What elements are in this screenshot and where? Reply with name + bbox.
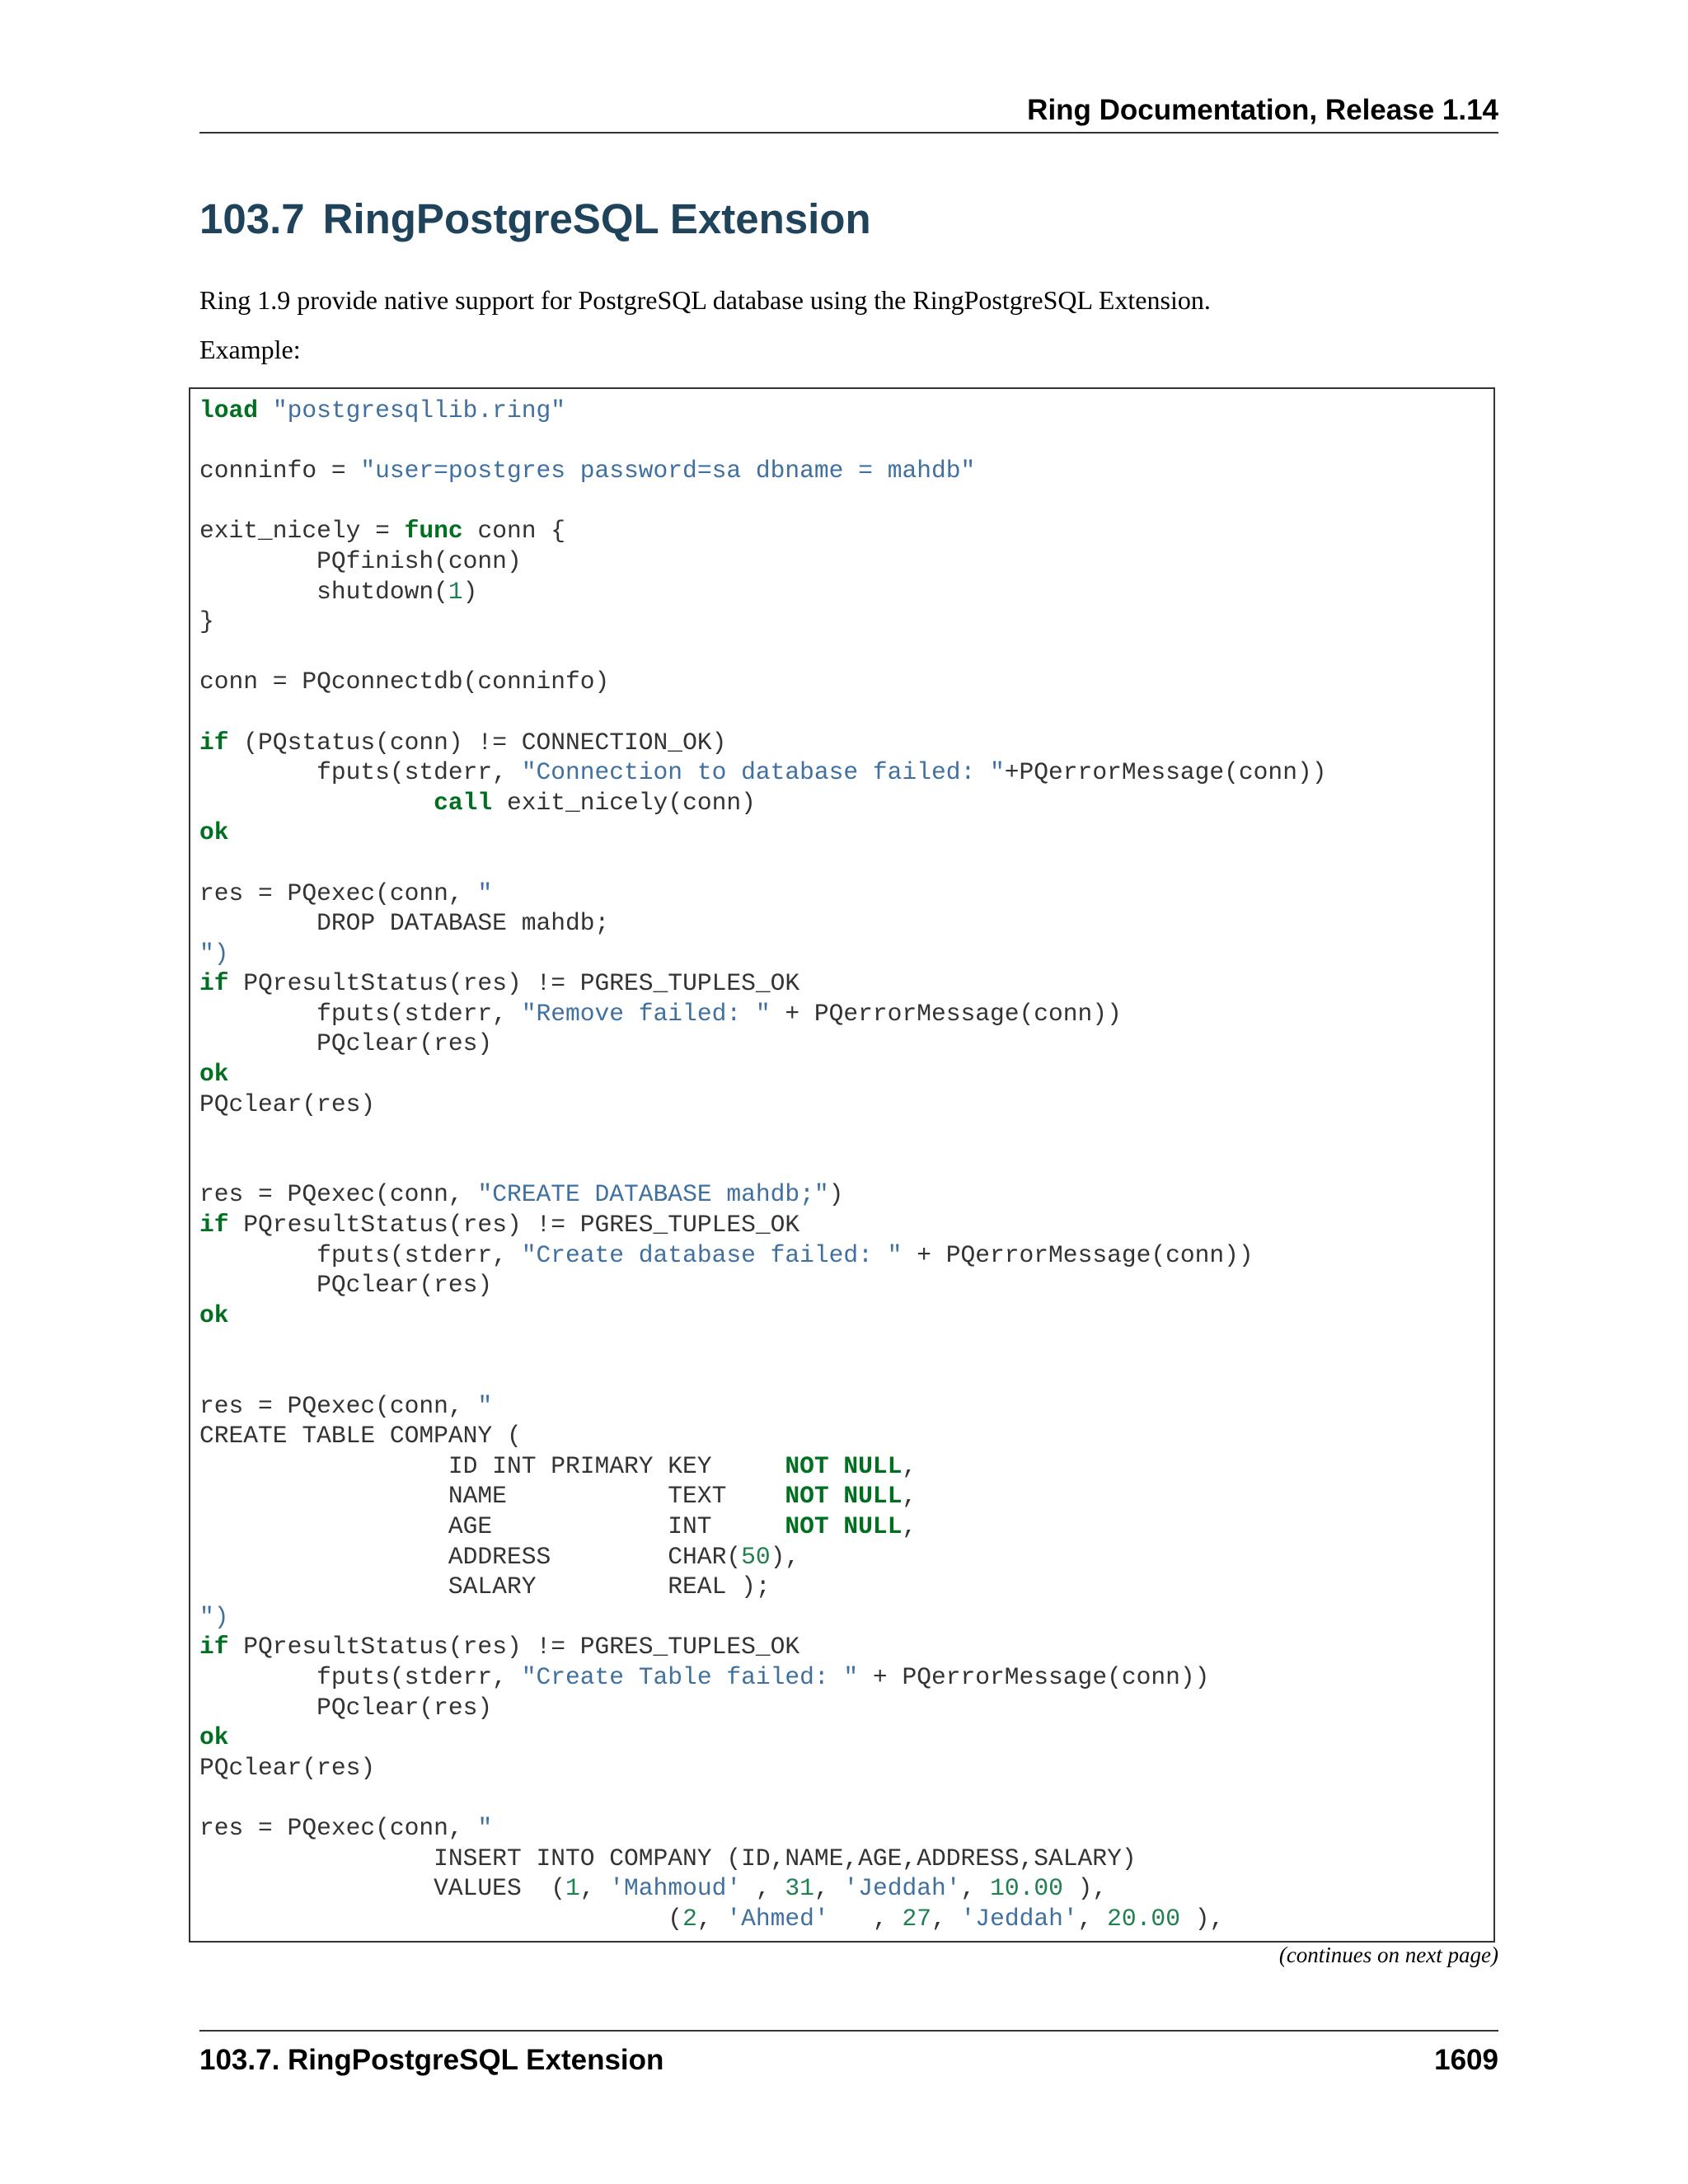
- code-text: PQresultStatus(res) != PGRES_TUPLES_OK: [228, 969, 800, 998]
- code-keyword: NOT NULL: [785, 1482, 903, 1511]
- code-number: 31: [785, 1874, 814, 1903]
- code-text: ID INT PRIMARY KEY: [199, 1451, 785, 1480]
- code-line: [199, 940, 229, 968]
- code-keyword: ok: [199, 1723, 229, 1752]
- code-string: "user=postgres password=sa dbname = mahdb": [360, 457, 976, 485]
- code-text: + PQerrorMessage(conn)): [902, 1240, 1254, 1269]
- code-line: [199, 1754, 375, 1782]
- code-line: [199, 1090, 375, 1118]
- code-line: [199, 668, 609, 696]
- code-line: [199, 1874, 1107, 1902]
- code-text: fputs(stderr,: [199, 1662, 522, 1691]
- code-text: ,: [902, 1511, 917, 1540]
- code-text: PQfinish(conn): [199, 546, 522, 575]
- code-string: 'Ahmed': [726, 1904, 829, 1933]
- code-text: ,: [696, 1904, 727, 1933]
- code-keyword: if: [199, 969, 229, 998]
- code-text: res = PQexec(conn,: [199, 1813, 478, 1842]
- code-line: [199, 1543, 799, 1571]
- code-keyword: if: [199, 1633, 229, 1661]
- code-line: [199, 396, 565, 424]
- code-number: 2: [682, 1904, 697, 1933]
- code-line: [199, 1301, 229, 1329]
- code-text: ,: [960, 1874, 991, 1903]
- code-line: [199, 1452, 917, 1480]
- code-text: NAME TEXT: [199, 1482, 785, 1511]
- footer-section-label: 103.7. RingPostgreSQL Extension: [199, 2044, 664, 2076]
- continues-note: (continues on next page): [1278, 1943, 1498, 1967]
- code-text: + PQerrorMessage(conn)): [770, 999, 1122, 1028]
- code-text: PQresultStatus(res) != PGRES_TUPLES_OK: [228, 1633, 800, 1661]
- code-text: conn {: [462, 517, 566, 546]
- code-text: ): [462, 577, 478, 606]
- code-string: ": [477, 879, 493, 907]
- code-text: res = PQexec(conn,: [199, 1180, 478, 1209]
- code-text: ,: [579, 1874, 610, 1903]
- code-string: ": [477, 1813, 493, 1842]
- code-line: [199, 547, 522, 575]
- code-text: ),: [1062, 1874, 1108, 1903]
- code-string: ": [477, 1391, 493, 1420]
- code-number: 1: [448, 577, 463, 606]
- code-text: ,: [902, 1482, 917, 1511]
- code-text: ),: [770, 1542, 800, 1571]
- code-text: ,: [741, 1874, 785, 1903]
- code-string: "): [199, 939, 229, 968]
- code-string: "): [199, 1602, 229, 1631]
- code-line: [199, 879, 492, 907]
- code-string: "Create Table failed: ": [521, 1662, 859, 1691]
- code-text: fputs(stderr,: [199, 758, 522, 787]
- code-number: 1: [565, 1874, 580, 1903]
- code-keyword: func: [404, 517, 463, 546]
- code-string: "postgresqllib.ring": [272, 396, 565, 424]
- code-text: INSERT INTO COMPANY (ID,NAME,AGE,ADDRESS,SALARY): [199, 1844, 1137, 1872]
- code-number: 20.00: [1107, 1904, 1180, 1933]
- code-text: }: [199, 607, 214, 636]
- code-string: "Create database failed: ": [521, 1240, 903, 1269]
- code-line: [199, 1723, 229, 1751]
- code-block: [189, 387, 1495, 1943]
- intro-paragraph: Ring 1.9 provide native support for PostgreSQL database using the RingPostgreSQL Extension.: [199, 285, 1211, 315]
- code-text: SALARY REAL );: [199, 1572, 771, 1601]
- code-number: 10.00: [990, 1874, 1063, 1903]
- code-listing: [199, 396, 1326, 1933]
- code-text: [199, 789, 434, 817]
- code-string: 'Mahmoud': [609, 1874, 742, 1903]
- code-number: 50: [741, 1542, 771, 1571]
- code-string: "Remove failed: ": [521, 999, 771, 1028]
- page-footer: [199, 2030, 1498, 2076]
- code-number: 27: [902, 1904, 932, 1933]
- code-string: 'Jeddah': [960, 1904, 1078, 1933]
- code-line: [199, 1060, 229, 1088]
- code-text: ,: [828, 1904, 903, 1933]
- code-text: [258, 396, 273, 424]
- code-line: [199, 1000, 1122, 1028]
- code-text: (PQstatus(conn) != CONNECTION_OK): [228, 728, 727, 757]
- code-line: [199, 1029, 492, 1057]
- code-text: PQclear(res): [199, 1090, 376, 1118]
- code-text: CREATE TABLE COMPANY (: [199, 1422, 522, 1451]
- code-text: ,: [814, 1874, 844, 1903]
- code-line: [199, 517, 565, 545]
- code-keyword: NOT NULL: [785, 1511, 903, 1540]
- code-line: [199, 1180, 843, 1208]
- code-line: [199, 969, 799, 997]
- code-text: VALUES (: [199, 1874, 565, 1903]
- example-label: Example:: [199, 335, 301, 364]
- code-keyword: if: [199, 728, 229, 757]
- code-text: fputs(stderr,: [199, 1240, 522, 1269]
- code-keyword: if: [199, 1211, 229, 1240]
- code-line: [199, 1905, 1224, 1933]
- code-line: [199, 1572, 771, 1601]
- code-text: res = PQexec(conn,: [199, 1391, 478, 1420]
- code-line: [199, 1814, 492, 1842]
- code-line: [199, 607, 214, 635]
- document-title: Ring Documentation, Release 1.14: [1027, 94, 1498, 126]
- code-line: [199, 1392, 492, 1420]
- code-text: DROP DATABASE mahdb;: [199, 909, 610, 938]
- code-keyword: ok: [199, 1301, 229, 1329]
- code-text: PQclear(res): [199, 1029, 493, 1058]
- code-text: PQclear(res): [199, 1753, 376, 1782]
- code-string: "Connection to database failed: ": [521, 758, 1005, 787]
- code-text: AGE INT: [199, 1511, 785, 1540]
- code-text: PQclear(res): [199, 1693, 493, 1722]
- code-text: res = PQexec(conn,: [199, 879, 478, 907]
- section-title: [199, 193, 871, 246]
- code-line: [199, 729, 726, 757]
- code-line: [199, 578, 477, 606]
- code-line: [199, 909, 609, 937]
- page-number: 1609: [1434, 2044, 1498, 2076]
- code-text: PQclear(res): [199, 1271, 493, 1300]
- code-text: fputs(stderr,: [199, 999, 522, 1028]
- code-text: PQresultStatus(res) != PGRES_TUPLES_OK: [228, 1211, 800, 1240]
- code-line: [199, 1271, 492, 1299]
- code-keyword: call: [434, 788, 493, 817]
- code-text: exit_nicely =: [199, 517, 405, 546]
- code-text: +PQerrorMessage(conn)): [1004, 758, 1327, 787]
- code-text: ): [828, 1180, 844, 1209]
- code-line: [199, 818, 229, 846]
- code-line: [199, 789, 756, 817]
- code-keyword: ok: [199, 818, 229, 847]
- code-text: exit_nicely(conn): [492, 788, 756, 817]
- code-text: ),: [1179, 1904, 1225, 1933]
- code-text: conninfo =: [199, 457, 361, 485]
- code-line: [199, 1211, 799, 1239]
- code-line: [199, 1663, 1209, 1691]
- section-number: 103.7: [199, 195, 305, 242]
- code-text: ,: [902, 1451, 917, 1480]
- code-text: conn = PQconnectdb(conninfo): [199, 668, 610, 696]
- code-line: [199, 1603, 229, 1631]
- code-line: [199, 1694, 492, 1722]
- code-line: [199, 1633, 799, 1661]
- code-line: [199, 457, 975, 485]
- code-line: [199, 758, 1326, 786]
- code-text: shutdown(: [199, 577, 448, 606]
- code-keyword: load: [199, 396, 259, 424]
- code-line: [199, 1512, 917, 1540]
- section-heading: RingPostgreSQL Extension: [322, 195, 871, 242]
- code-text: + PQerrorMessage(conn)): [858, 1662, 1210, 1691]
- code-text: ADDRESS CHAR(: [199, 1542, 742, 1571]
- code-string: 'Jeddah': [843, 1874, 961, 1903]
- code-keyword: ok: [199, 1060, 229, 1089]
- code-text: ,: [1077, 1904, 1108, 1933]
- code-text: (: [199, 1904, 683, 1933]
- code-line: [199, 1482, 917, 1510]
- code-line: [199, 1422, 522, 1450]
- code-string: "CREATE DATABASE mahdb;": [477, 1180, 829, 1209]
- code-line: [199, 1241, 1254, 1269]
- page-header: [199, 89, 1498, 134]
- code-keyword: NOT NULL: [785, 1451, 903, 1480]
- code-line: [199, 1844, 1137, 1872]
- code-text: ,: [931, 1904, 961, 1933]
